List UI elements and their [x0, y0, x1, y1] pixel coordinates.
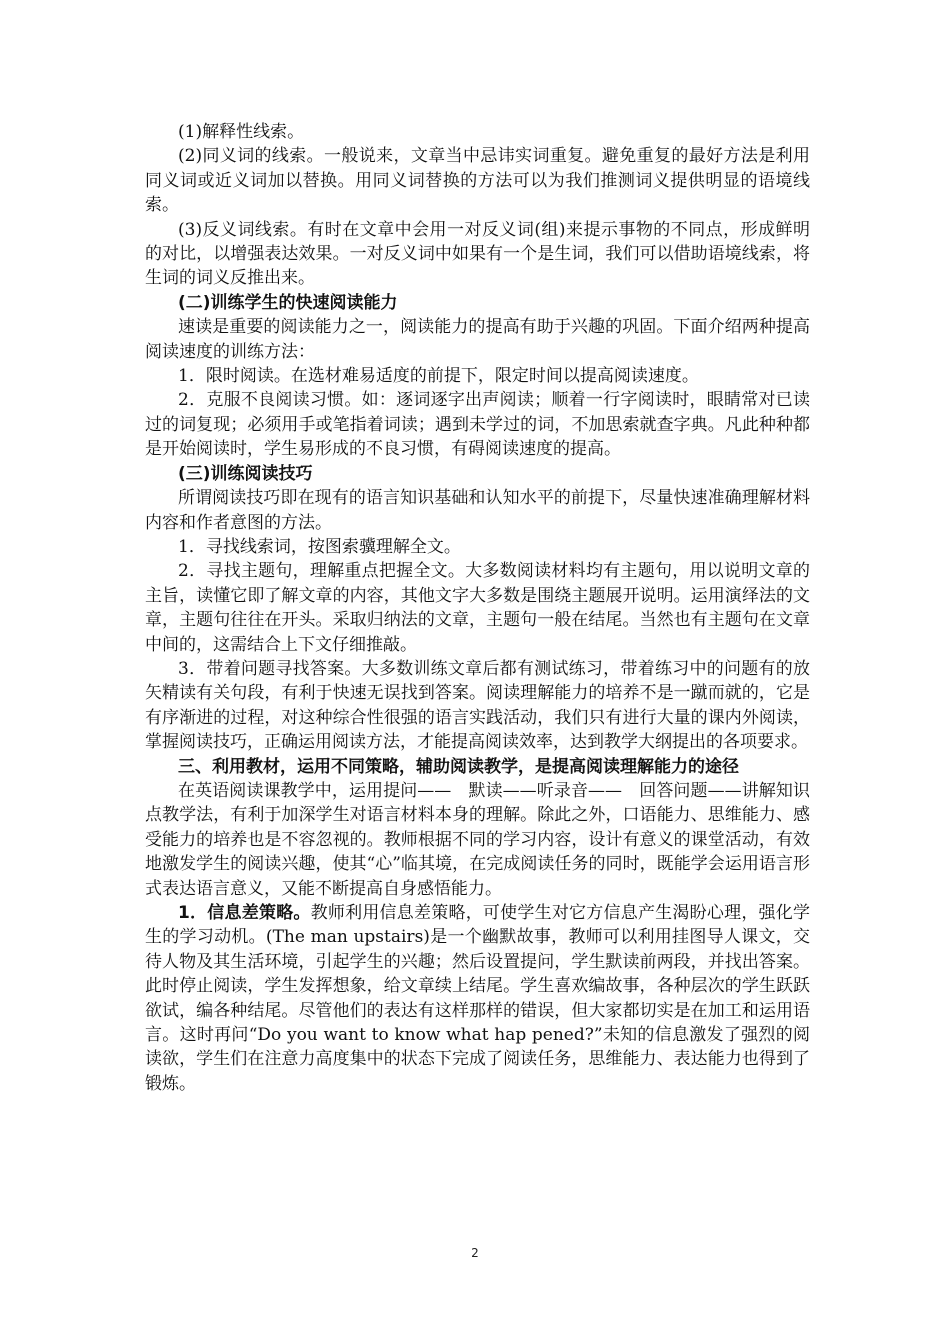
heading-reading-skills: (三)训练阅读技巧 [178, 463, 313, 484]
paragraph-synonym-clue: (2)同义词的线索。一般说来，文章当中忌讳实词重复。避免重复的最好方法是利用同义词或近义词加以替换。用同义词替换的方法可以为我们推测词义提供明显的语境线索。 [145, 146, 810, 216]
paragraph-questions-answers: 3．带着问题寻找答案。大多数训练文章后都有测试练习，带着练习中的问题有的放矢精读有关句段，有利于快速无误找到答案。阅读理解能力的培养不是一蹴而就的，它是有序渐进的过程，对这种综合性很强的语言实践活动，我们只有进行大量的课内外阅读，掌握阅读技巧，正确运用阅读方法，才能提高阅读效率，达到教学大纲提出的各项要求。 [145, 658, 810, 753]
paragraph-clue-words: 1．寻找线索词，按图索骥理解全文。 [178, 536, 461, 557]
paragraph-information-gap [145, 901, 810, 1096]
paragraph-teaching-method: 在英语阅读课教学中，运用提问—— 默读——听录音—— 回答问题——讲解知识点教学法，有利于加深学生对语言材料本身的理解。除此之外，口语能力、思维能力、感受能力的培养也是不容忽视的。教师根据不同的学习内容，设计有意义的课堂活动，有效地激发学生的阅读兴趣，使其“心”临其境，在完成阅读任务的同时，既能学会运用语言形式表达语言意义，又能不断提高自身感悟能力。 [145, 780, 810, 899]
page-number: 2 [471, 1246, 479, 1260]
paragraph-antonym-clue: (3)反义词线索。有时在文章中会用一对反义词(组)来提示事物的不同点，形成鲜明的对比，以增强表达效果。一对反义词中如果有一个是生词，我们可以借助语境线索，将生词的词义反推出来。 [145, 219, 810, 289]
paragraph-topic-sentence: 2．寻找主题句，理解重点把握全文。大多数阅读材料均有主题句，用以说明文章的主旨，读懂它即了解文章的内容，其他文字大多数是围绕主题展开说明。运用演绎法的文章，主题句往往在开头。采取归纳法的文章，主题句一般在结尾。当然也有主题句在文章中间的，这需结合上下文仔细推敲。 [145, 561, 810, 655]
paragraph-speed-reading-intro: 速读是重要的阅读能力之一，阅读能力的提高有助于兴趣的巩固。下面介绍两种提高阅读速度的训练方法： [145, 317, 810, 362]
heading-section-three: 三、利用教材，运用不同策略，辅助阅读教学，是提高阅读理解能力的途径 [178, 756, 739, 777]
paragraph-timed-reading: 1．限时阅读。在选材难易适度的前提下，限定时间以提高阅读速度。 [178, 366, 699, 387]
heading-fast-reading: (二)训练学生的快速阅读能力 [178, 292, 398, 313]
paragraph-explanatory-clue: (1)解释性线索。 [178, 122, 305, 142]
paragraph-information-gap-text: 教师利用信息差策略，可使学生对它方信息产生渴盼心理，强化学生的学习动机。(The man upstairs)是一个幽默故事，教师可以利用挂图导人课文，交待人物及其生活环境，引起学生的兴趣；然后设置提问，学生默读前两段，并找出答案。此时停止阅读，学生发挥想象，给文章续上结尾。学生喜欢编故事，各种层次的学生跃跃欲试，编各种结尾。尽管他们的表达有这样那样的错误，但大家都切实是在加工和运用语言。这时再问“Do you want to know what hap pened?”未知的信息激发了强烈的阅读欲，学生们在注意力高度集中的状态下完成了阅读任务，思维能力、表达能力也得到了锻炼。 [145, 903, 810, 1094]
paragraph-bad-habits: 2．克服不良阅读习惯。如：逐词逐字出声阅读；顺着一行字阅读时，眼睛常对已读过的词复现；必须用手或笔指着词读；遇到未学过的词，不加思索就查字典。凡此种种都是开始阅读时，学生易形成的不良习惯，有碍阅读速度的提高。 [145, 390, 810, 460]
document-body [145, 120, 810, 1096]
paragraph-skills-definition: 所谓阅读技巧即在现有的语言知识基础和认知水平的前提下，尽量快速准确理解材料内容和作者意图的方法。 [145, 488, 810, 533]
lead-information-gap: 1．信息差策略。 [178, 903, 311, 923]
